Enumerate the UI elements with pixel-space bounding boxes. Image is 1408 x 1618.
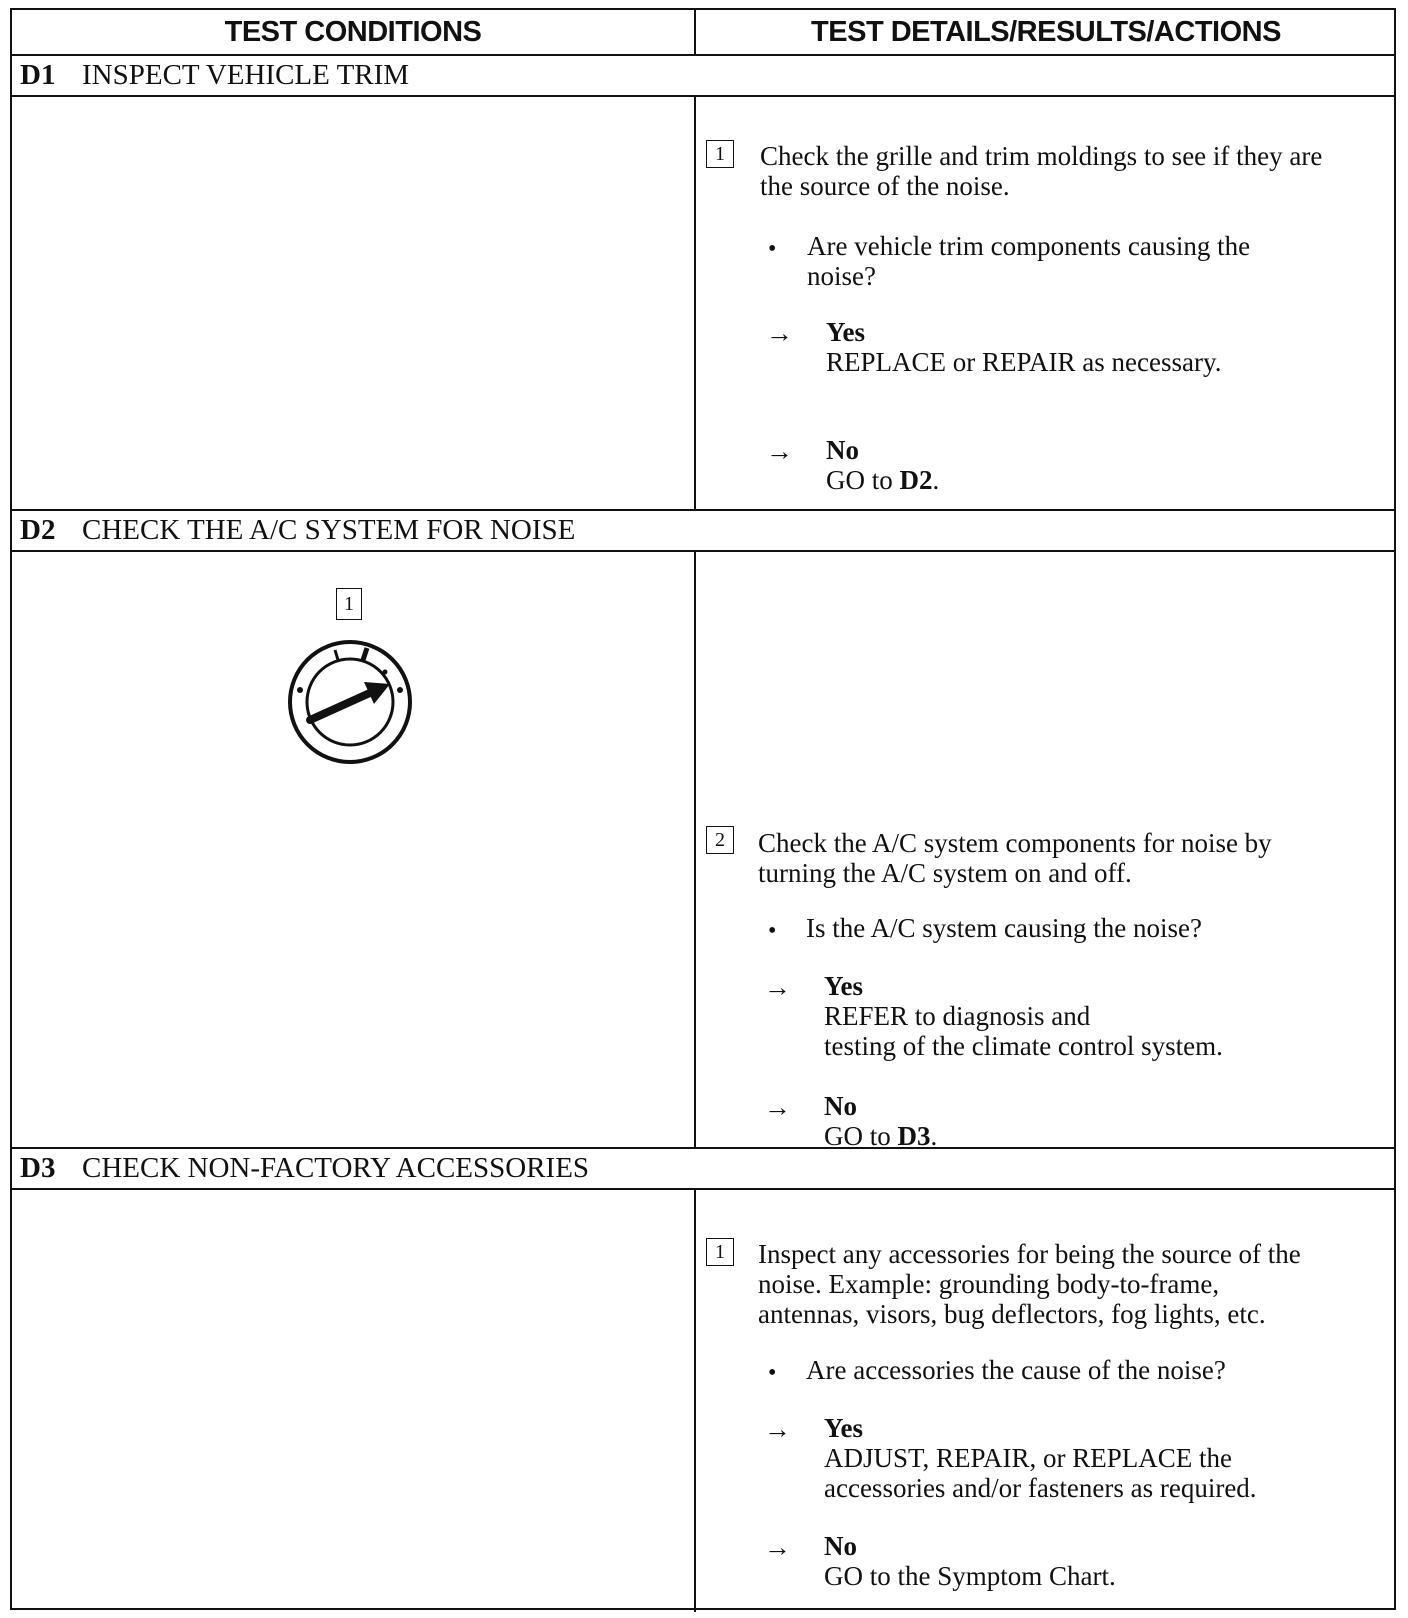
divider — [12, 550, 1394, 552]
bullet-icon: • — [768, 918, 777, 944]
diagnostic-table — [10, 8, 1396, 1610]
arrow-right-icon: → — [764, 1092, 791, 1122]
yes-result: Yes REPLACE or REPAIR as necessary. — [826, 317, 1222, 377]
section-title-text: CHECK NON-FACTORY ACCESSORIES — [82, 1151, 590, 1184]
step-question: Are accessories the cause of the noise? — [806, 1355, 1226, 1385]
no-result: No GO to the Symptom Chart. — [824, 1531, 1116, 1591]
section-title-text: CHECK THE A/C SYSTEM FOR NOISE — [82, 513, 576, 546]
divider — [694, 10, 696, 54]
arrow-right-icon: → — [764, 1414, 791, 1444]
section-title-d2 — [20, 511, 575, 549]
figure-step-box: 1 — [336, 588, 362, 620]
no-result: No GO to D3. — [824, 1091, 938, 1151]
step-question: Are vehicle trim components causing the noise? — [807, 231, 1251, 291]
step-number-box: 1 — [706, 1238, 734, 1266]
arrow-right-icon: → — [764, 1532, 791, 1562]
no-result: No GO to D2. — [826, 435, 940, 495]
header-test-details: TEST DETAILS/RESULTS/ACTIONS — [811, 15, 1281, 48]
divider — [694, 95, 696, 509]
arrow-right-icon: → — [766, 318, 793, 348]
divider — [694, 1188, 696, 1612]
divider — [12, 95, 1394, 97]
section-id: D2 — [20, 513, 56, 546]
step-number-box: 1 — [706, 140, 734, 168]
yes-result: Yes ADJUST, REPAIR, or REPLACE the accessories and/or fasteners as required. — [824, 1413, 1257, 1503]
section-title-d1 — [20, 56, 409, 94]
step-instruction: Check the grille and trim moldings to see if they are the source of the noise. — [760, 141, 1323, 201]
arrow-right-icon: → — [766, 436, 793, 466]
section-title-d3 — [20, 1149, 589, 1187]
divider — [694, 550, 696, 1147]
section-id: D3 — [20, 1151, 56, 1184]
step-instruction: Inspect any accessories for being the source of the noise. Example: grounding body-to-frame, antennas, visors, bug deflectors, fog lights, etc. — [758, 1239, 1301, 1329]
divider — [12, 1188, 1394, 1190]
section-title-text: INSPECT VEHICLE TRIM — [82, 58, 410, 91]
yes-result: Yes REFER to diagnosis and testing of the climate control system. — [824, 971, 1223, 1061]
ignition-switch-icon — [280, 632, 420, 772]
arrow-right-icon: → — [764, 972, 791, 1002]
header-test-conditions: TEST CONDITIONS — [224, 15, 482, 48]
step-number-box: 2 — [706, 826, 734, 854]
step-instruction: Check the A/C system components for noise by turning the A/C system on and off. — [758, 828, 1272, 888]
bullet-icon: • — [768, 236, 777, 262]
bullet-icon: • — [768, 1360, 777, 1386]
section-id: D1 — [20, 58, 56, 91]
step-question: Is the A/C system causing the noise? — [806, 913, 1202, 943]
